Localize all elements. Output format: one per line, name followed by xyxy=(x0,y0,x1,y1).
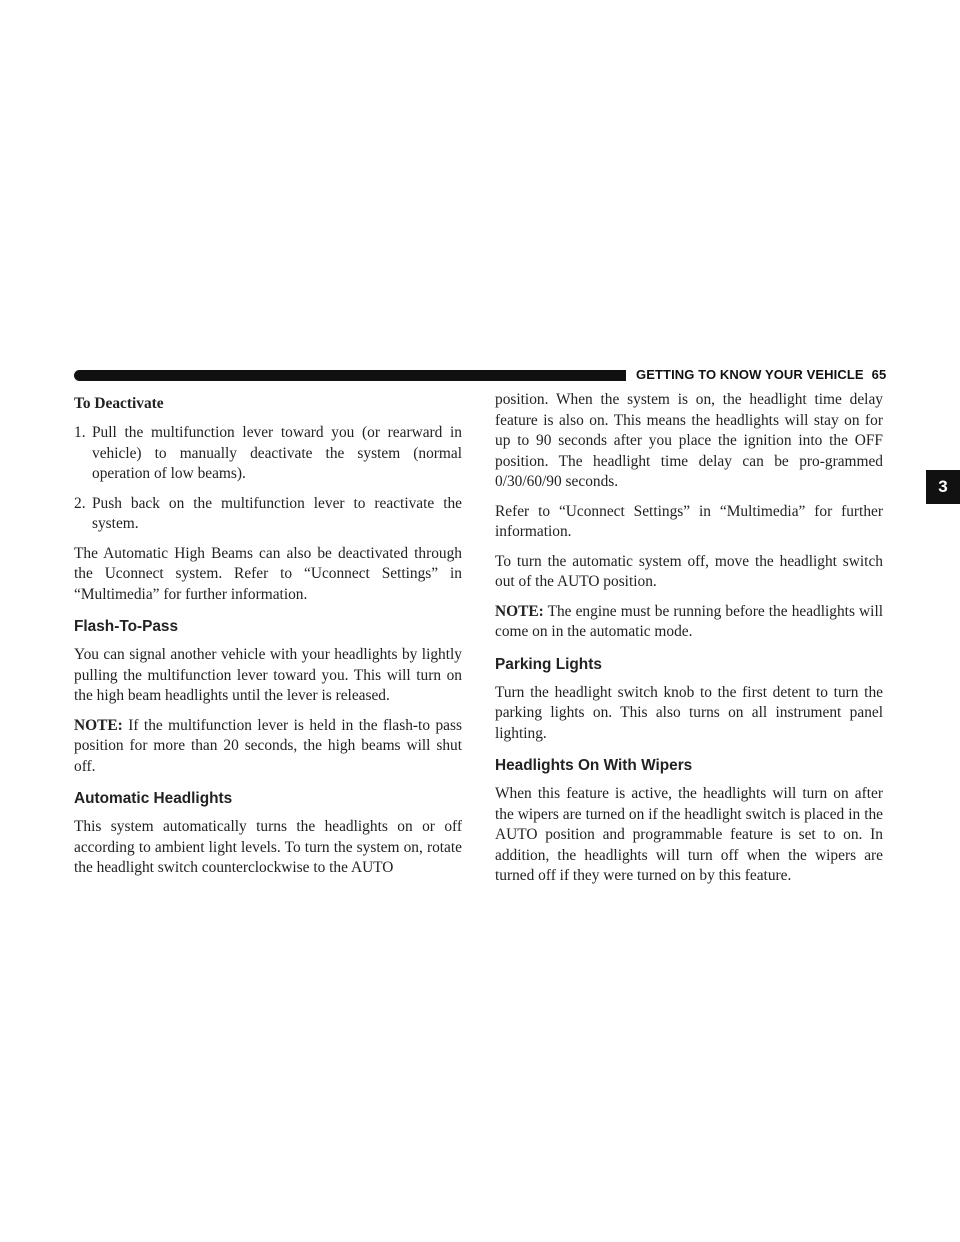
left-column xyxy=(74,390,462,888)
paragraph: To turn the automatic system off, move the headlight switch out of the AUTO position. xyxy=(495,552,883,590)
list-item xyxy=(74,423,462,485)
note-text: The engine must be running before the headlights will come on in the automatic mode. xyxy=(495,602,883,640)
parking-lights-heading: Parking Lights xyxy=(495,655,602,673)
to-deactivate-heading: To Deactivate xyxy=(74,395,164,412)
headlights-on-with-wipers-heading: Headlights On With Wipers xyxy=(495,757,693,774)
running-header xyxy=(636,367,886,382)
list-text: Pull the multifunction lever toward you (or rearward in vehicle) to manually deactivate the system (normal operation of low beams). xyxy=(92,424,462,482)
note-paragraph xyxy=(495,602,883,643)
paragraph: You can signal another vehicle with your headlights by lightly pulling the multifunction lever toward you. This will turn on the high beam headlights until the lever is released. xyxy=(74,646,462,704)
right-column xyxy=(495,390,883,896)
paragraph: position. When the system is on, the headlight time delay feature is also on. This means the headlights will stay on for up to 90 seconds after you place the ignition into the OFF position. The headlight time delay can be pro-grammed 0/30/60/90 seconds. xyxy=(495,391,883,490)
paragraph: Refer to “Uconnect Settings” in “Multimedia” for further information. xyxy=(495,502,883,540)
paragraph: This system automatically turns the headlights on or off according to ambient light levels. To turn the system on, rotate the headlight switch counterclockwise to the AUTO xyxy=(74,818,462,876)
chapter-tab: 3 xyxy=(926,470,960,504)
flash-to-pass-heading: Flash-To-Pass xyxy=(74,618,179,635)
list-text: Push back on the multifunction lever to reactivate the system. xyxy=(92,494,462,532)
list-item xyxy=(74,494,462,535)
note-text: If the multifunction lever is held in the flash-to pass position for more than 20 seconds, the high beams will shut off. xyxy=(74,716,462,775)
note-label: NOTE: xyxy=(495,602,544,620)
note-paragraph xyxy=(74,716,462,778)
automatic-headlights-heading: Automatic Headlights xyxy=(74,790,233,807)
paragraph: When this feature is active, the headlights will turn on after the wipers are turned on if the headlight switch is placed in the AUTO position and programmable feature is set to on. In addition, the headlights will turn off when the wipers are turned off if they were turned on by this feature. xyxy=(495,785,883,884)
paragraph: The Automatic High Beams can also be deactivated through the Uconnect system. Refer to “Uconnect Settings” in “Multimedia” for further information. xyxy=(74,544,462,603)
header-rule xyxy=(74,370,626,381)
note-label: NOTE: xyxy=(74,716,123,734)
section-title: GETTING TO KNOW YOUR VEHICLE xyxy=(636,367,864,382)
list-number: 1. xyxy=(74,424,86,441)
list-number: 2. xyxy=(74,494,86,512)
paragraph: Turn the headlight switch knob to the first detent to turn the parking lights on. This also turns on all instrument panel lighting. xyxy=(495,683,883,742)
page-number: 65 xyxy=(871,367,887,382)
